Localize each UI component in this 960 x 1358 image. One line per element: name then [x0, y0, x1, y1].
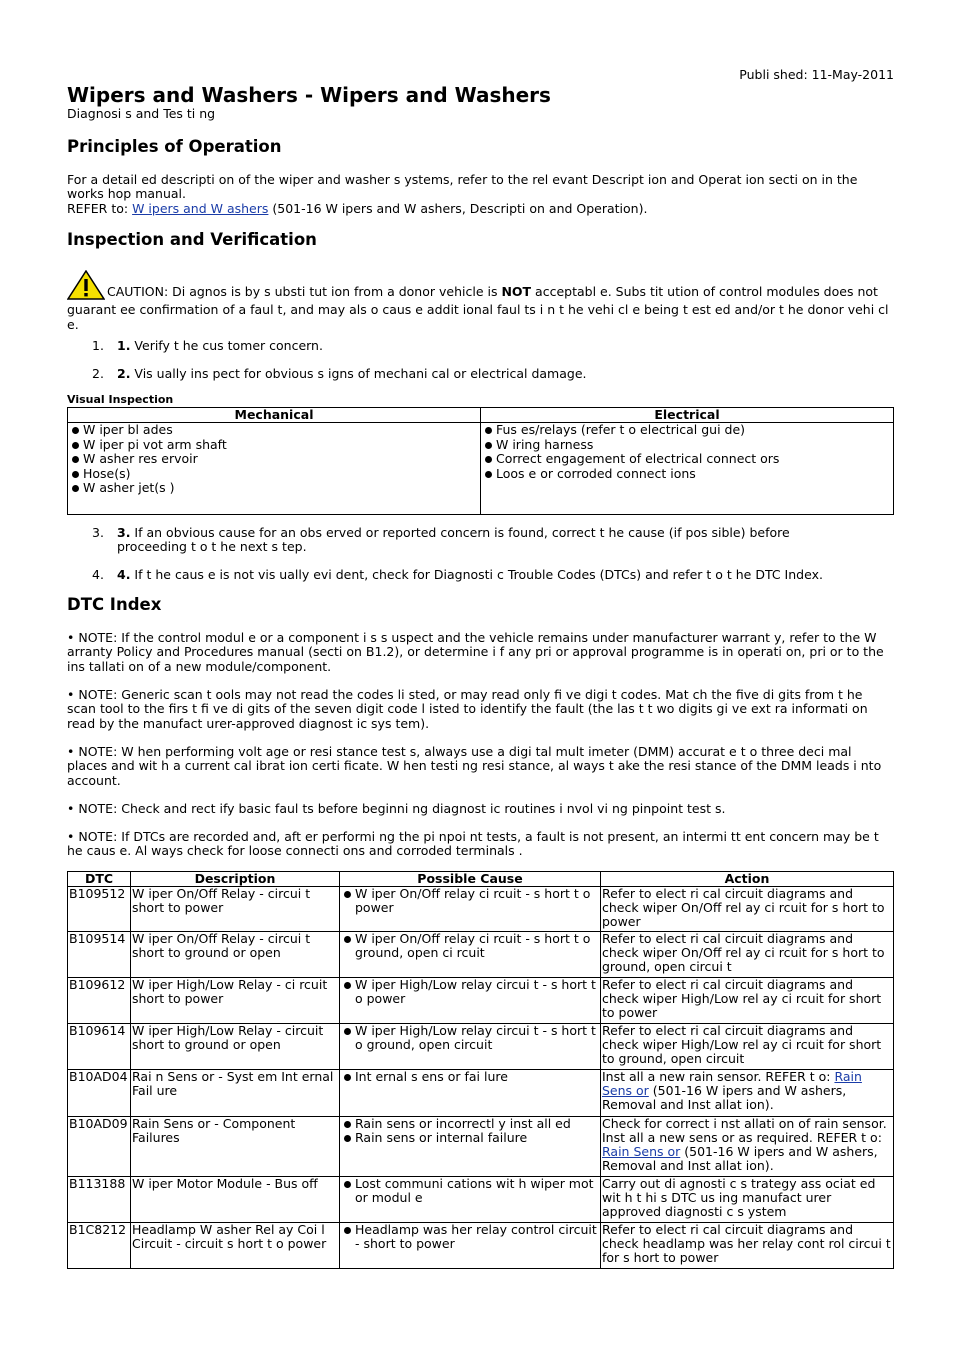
- table-row: [68, 887, 894, 932]
- dtc-code: B113188: [68, 1177, 131, 1223]
- step-bold: 2.: [117, 366, 131, 381]
- column-header: Description: [131, 872, 340, 887]
- dtc-code: B10AD04: [68, 1070, 131, 1117]
- step-bold: 4.: [117, 567, 131, 582]
- inspection-heading: Inspection and Verification: [67, 230, 317, 249]
- dtc-note-5: • NOTE: If DTCs are recorded and, aft er performi ng the pi npoi nt tests, a fault is not present, an intermi tt ent concern may be t he caus e. Al ways check for loose connecti ons and corroded terminals .: [67, 829, 879, 859]
- dtc-table: [67, 871, 894, 1269]
- step-number: 1.: [92, 338, 104, 353]
- principles-refer-suffix: (501-16 W ipers and W ashers, Descripti on and Operation).: [268, 200, 648, 216]
- action-text: (501-16 W ipers and W ashers, Removal and Inst allat ion).: [602, 1143, 878, 1173]
- caution-note: [67, 270, 894, 332]
- list-item: W asher res ervoir: [69, 452, 479, 466]
- step-bold: 3.: [117, 525, 131, 540]
- dtc-description: Rain Sens or - Component Failures: [131, 1117, 340, 1177]
- dtc-description: Headlamp W asher Rel ay Coi l Circuit - circuit s hort t o power: [131, 1223, 340, 1269]
- dtc-code: B109514: [68, 932, 131, 978]
- dtc-description: W iper High/Low Relay - ci rcuit short to power: [131, 978, 340, 1024]
- published-date: Publi shed: 11-May-2011: [739, 67, 894, 82]
- step-number: 3.: [92, 525, 104, 540]
- dtc-action: Refer to elect ri cal circuit diagrams and check wiper On/Off rel ay ci rcuit for s hort to power: [601, 887, 894, 932]
- table-row: [68, 932, 894, 978]
- step-bold: 1.: [117, 338, 131, 353]
- wipers-washers-link[interactable]: W ipers and W ashers: [132, 200, 269, 216]
- rain-sensor-link[interactable]: Rain Sens or: [602, 1143, 681, 1159]
- table-row: [68, 1024, 894, 1070]
- dtc-action: Carry out di agnosti c s trategy ass ociat ed wit h t hi s DTC us ing manufact urer approved diagnosti c s ystem: [601, 1177, 894, 1223]
- list-item: W iper pi vot arm shaft: [69, 438, 479, 452]
- step-text: Vis ually ins pect for obvious s igns of mechani cal or electrical damage.: [130, 366, 587, 381]
- dtc-action: [601, 1070, 894, 1117]
- list-item: W iring harness: [482, 438, 892, 452]
- possible-cause: W iper High/Low relay circui t - s hort t o power: [341, 978, 599, 1006]
- action-text: (501-16 W ipers and W ashers, Removal and Inst allat ion).: [602, 1083, 847, 1112]
- dtc-code: B10AD09: [68, 1117, 131, 1177]
- dtc-description: W iper On/Off Relay - circui t short to power: [131, 887, 340, 932]
- rain-sensor-link[interactable]: Rain Sens or: [602, 1069, 862, 1099]
- dtc-code: B109512: [68, 887, 131, 932]
- page-subtitle: Diagnosi s and Tes ti ng: [67, 106, 216, 121]
- action-text: Check for correct i nst allati on of rain sensor. Inst all a new sens or as required. REFER t o:: [602, 1116, 887, 1146]
- dtc-note-4: • NOTE: Check and rect ify basic faul ts before beginni ng diagnost ic routines i nvol vi ng pinpoint test s.: [67, 801, 726, 816]
- dtc-action: Refer to elect ri cal circuit diagrams and check wiper High/Low rel ay ci rcuit for short to power: [601, 978, 894, 1024]
- dtc-description: Rai n Sens or - Syst em Int ernal Fail ure: [131, 1070, 340, 1117]
- caution-text-pre: CAUTION: Di agnos is by s ubsti tut ion from a donor vehicle is: [107, 284, 502, 299]
- step-number: 4.: [92, 567, 104, 582]
- list-item: Correct engagement of electrical connect ors: [482, 452, 892, 466]
- list-item: W iper bl ades: [69, 423, 479, 437]
- dtc-note-2: • NOTE: Generic scan t ools may not read the codes li sted, or may read only fi ve digi t codes. Mat ch the five di gits from t he scan tool to the firs t fi ve di gits of the seven digit code l isted to identify the fault (the las t t wo digits gi ve ext ra informati on read by the manufact urer-approved diagnost ic sys tem).: [67, 687, 868, 731]
- table-row: [68, 1223, 894, 1269]
- principles-body: For a detail ed descripti on of the wiper and washer s ystems, refer to the rel evant Descript ion and Operat ion secti on in the works hop manual.: [67, 172, 858, 202]
- list-item: Fus es/relays (refer t o electrical gui de): [482, 423, 892, 437]
- dtc-code: B1C8212: [68, 1223, 131, 1269]
- dtc-action: [601, 1117, 894, 1177]
- dtc-action: Refer to elect ri cal circuit diagrams and check wiper On/Off rel ay ci rcuit for s hort to ground, open circui t: [601, 932, 894, 978]
- step-number: 2.: [92, 366, 104, 381]
- possible-cause: W iper On/Off relay ci rcuit - s hort t o power: [341, 887, 599, 915]
- possible-cause: Int ernal s ens or fai lure: [341, 1070, 599, 1084]
- principles-text: [67, 173, 894, 216]
- dtc-note-3: • NOTE: W hen performing volt age or resi stance test s, always use a digi tal mult imeter (DMM) accurat e t o three deci mal places and wit h a current cal ibrat ion certi ficate. W hen testi ng resi stance, al ways t ake the resi stance of the DMM leads i nto account.: [67, 744, 882, 788]
- column-header: Mechanical: [68, 408, 481, 423]
- dtc-note-1: • NOTE: If the control modul e or a component i s s uspect and the vehicle remains under manufacturer warrant y, refer to the W arranty Policy and Procedures manual (secti on B1.2), or determine i f any pri or approval programme is in operati on, pri or to the ins tallati on of a new module/component.: [67, 630, 884, 674]
- visual-inspection-table: [67, 407, 894, 515]
- list-item: W asher jet(s ): [69, 481, 479, 495]
- step-text: If t he caus e is not vis ually evi dent, check for Diagnosti c Trouble Codes (DTCs) and refer t o t he DTC Index.: [130, 567, 823, 582]
- visual-inspection-label: Visual Inspection: [67, 393, 174, 406]
- step-text: If an obvious cause for an obs erved or reported concern is found, correct t he cause (if pos sible) before proceeding t o t he next s tep.: [117, 525, 790, 555]
- action-text: Inst all a new rain sensor. REFER t o:: [602, 1069, 835, 1085]
- column-header: DTC: [68, 872, 131, 887]
- table-row: [68, 1070, 894, 1117]
- caution-text-bold: NOT: [501, 284, 532, 299]
- column-header: Action: [601, 872, 894, 887]
- dtc-code: B109614: [68, 1024, 131, 1070]
- dtc-description: W iper On/Off Relay - circui t short to ground or open: [131, 932, 340, 978]
- possible-cause: Headlamp was her relay control circuit - short to power: [341, 1223, 599, 1251]
- list-item: Loos e or corroded connect ions: [482, 467, 892, 481]
- possible-cause: W iper On/Off relay ci rcuit - s hort t o ground, open ci rcuit: [341, 932, 599, 960]
- possible-cause: Rain sens or incorrectl y inst all ed: [341, 1117, 599, 1131]
- dtc-action: Refer to elect ri cal circuit diagrams and check headlamp was her relay cont rol circui t for s hort to power: [601, 1223, 894, 1269]
- column-header: Possible Cause: [340, 872, 601, 887]
- warning-icon: [67, 270, 105, 303]
- dtc-heading: DTC Index: [67, 595, 162, 614]
- possible-cause: Lost communi cations wit h wiper mot or modul e: [341, 1177, 599, 1205]
- dtc-description: W iper High/Low Relay - circuit short to ground or open: [131, 1024, 340, 1070]
- table-row: [68, 1177, 894, 1223]
- list-item: Hose(s): [69, 467, 479, 481]
- possible-cause: Rain sens or internal failure: [341, 1131, 599, 1145]
- electrical-cell: [481, 423, 894, 515]
- dtc-code: B109612: [68, 978, 131, 1024]
- dtc-action: Refer to elect ri cal circuit diagrams and check wiper High/Low rel ay ci rcuit for short to ground, open circuit: [601, 1024, 894, 1070]
- column-header: Electrical: [481, 408, 894, 423]
- caution-text-post: acceptabl e. Subs tit ution of control modules does not guarant ee confirmation of a faul t, and may als o caus e addit ional faul ts i n t he vehi cl e being t est ed and/or t he donor vehi cl e.: [67, 284, 889, 332]
- principles-heading: Principles of Operation: [67, 137, 282, 156]
- page-title: Wipers and Washers - Wipers and Washers: [67, 83, 551, 107]
- dtc-description: W iper Motor Module - Bus off: [131, 1177, 340, 1223]
- possible-cause: W iper High/Low relay circui t - s hort t o ground, open circuit: [341, 1024, 599, 1052]
- mechanical-cell: [68, 423, 481, 515]
- principles-refer-prefix: REFER to:: [67, 200, 133, 216]
- table-row: [68, 978, 894, 1024]
- step-text: Verify t he cus tomer concern.: [130, 338, 323, 353]
- table-row: [68, 1117, 894, 1177]
